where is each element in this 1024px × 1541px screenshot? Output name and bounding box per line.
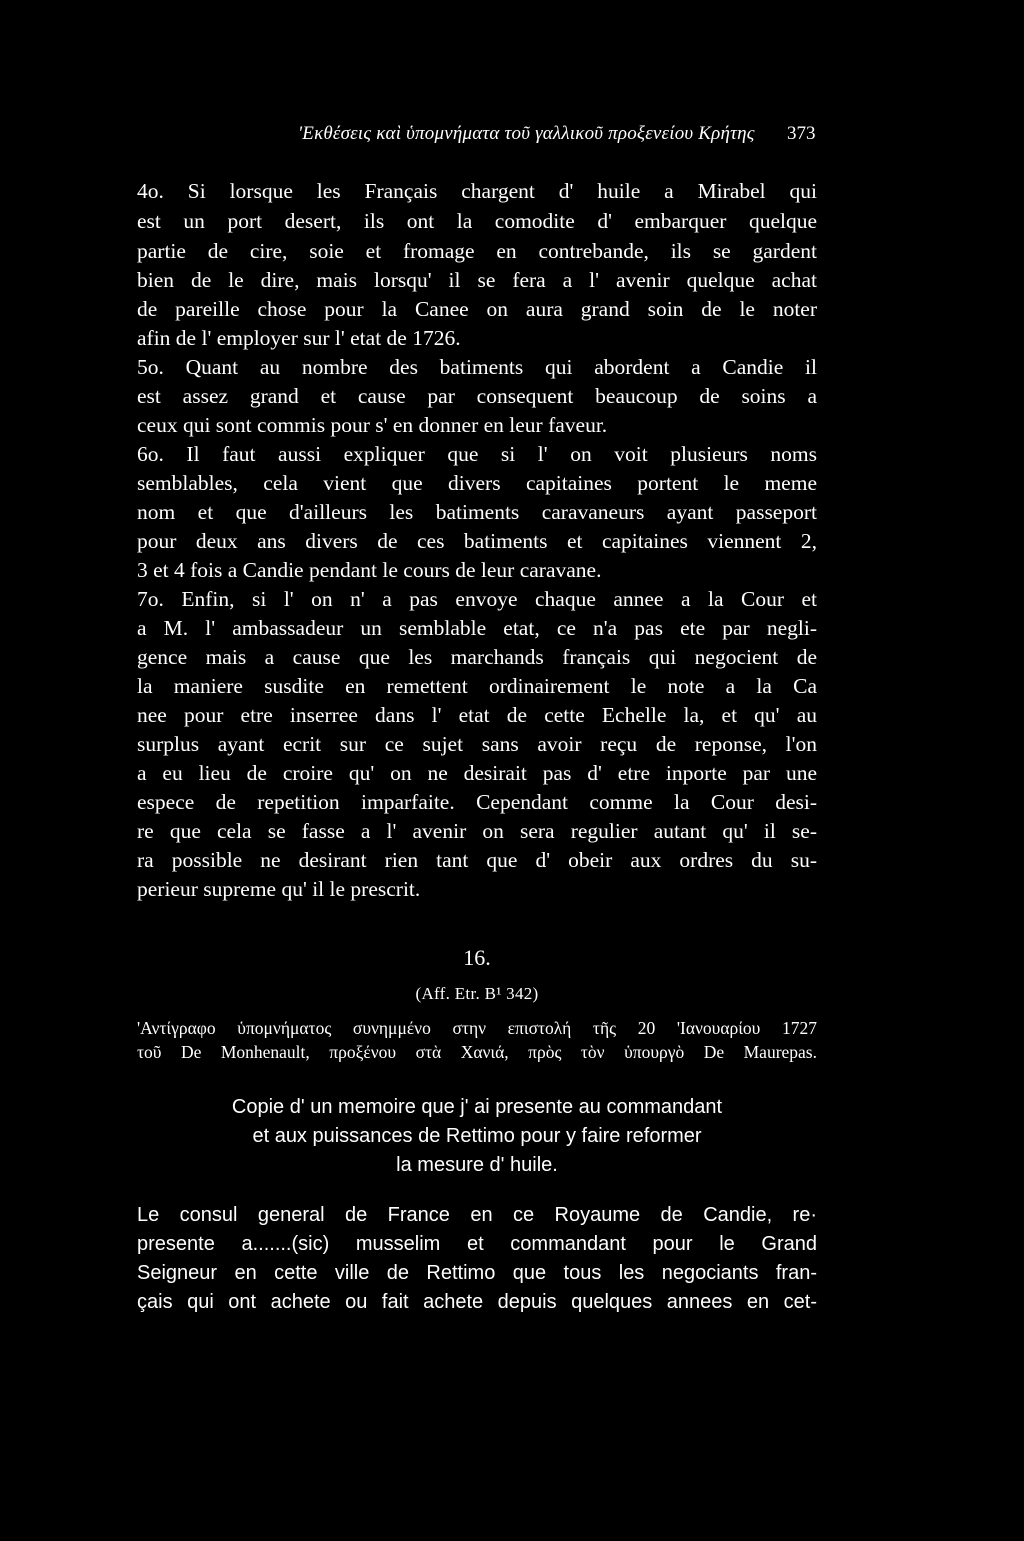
body-line: nom et que d'ailleurs les batiments caravaneurs ayant passeport <box>137 500 817 524</box>
title-line: la mesure d' huile. <box>396 1154 558 1176</box>
body-line: presente a.......(sic) musselim et commandant pour le Grand <box>137 1233 817 1255</box>
body-line: surplus ayant ecrit sur ce sujet sans avoir reçu de reponse, l'on <box>137 732 817 756</box>
body-line: nee pour etre inserree dans l' etat de cette Echelle la, et qu' au <box>137 703 817 727</box>
body-line: a eu lieu de croire qu' on ne desirait pas d' etre inporte par une <box>137 761 817 785</box>
body-line: semblables, cela vient que divers capitaines portent le meme <box>137 471 817 495</box>
body-line: 6o. Il faut aussi expliquer que si l' on voit plusieurs noms <box>137 442 817 466</box>
body-line: de pareille chose pour la Canee on aura grand soin de le noter <box>137 297 817 321</box>
body-line: partie de cire, soie et fromage en contrebande, ils se gardent <box>137 239 817 263</box>
body-line: afin de l' employer sur l' etat de 1726. <box>137 326 461 350</box>
body-line: Le consul general de France en ce Royaume de Candie, re· <box>137 1204 817 1226</box>
body-line: 7o. Enfin, si l' on n' a pas envoye chaque annee a la Cour et <box>137 587 817 611</box>
title-line: et aux puissances de Rettimo pour y faire reformer <box>252 1125 702 1147</box>
body-line: perieur supreme qu' il le prescrit. <box>137 877 421 901</box>
body-line: la maniere susdite en remettent ordinairement le note a la Ca <box>137 674 817 698</box>
document-number: 16. <box>463 945 491 970</box>
body-line: 4o. Si lorsque les Français chargent d' huile a Mirabel qui <box>137 179 817 203</box>
body-line: bien de le dire, mais lorsqu' il se fera a l' avenir quelque achat <box>137 268 817 292</box>
running-header: 'Εκθέσεις καὶ ὑπομνήματα τοῦ γαλλικοῦ προξενείου Κρήτης <box>298 123 755 144</box>
body-line: çais qui ont achete ou fait achete depuis quelques annees en cet- <box>137 1291 817 1313</box>
body-line: espece de repetition imparfaite. Cependant comme la Cour desi- <box>137 790 817 814</box>
body-line: 5o. Quant au nombre des batiments qui abordent a Candie il <box>137 355 817 379</box>
body-line: re que cela se fasse a l' avenir on sera regulier autant qu' il se- <box>137 819 817 843</box>
body-line: gence mais a cause que les marchands français qui negocient de <box>137 645 817 669</box>
body-line: pour deux ans divers de ces batiments et capitaines viennent 2, <box>137 529 817 553</box>
archive-source: (Aff. Etr. B¹ 342) <box>415 984 539 1003</box>
title-line: Copie d' un memoire que j' ai presente au commandant <box>231 1096 723 1118</box>
caption-line: 'Αντίγραφο ὑπομνήματος συνημμένο στην επιστολή τῆς 20 'Ιανουαρίου 1727 <box>137 1018 817 1038</box>
page-number: 373 <box>787 123 816 144</box>
caption-line: τοῦ De Monhenault, προξένου στὰ Χανιά, πρὸς τὸν ὑπουργὸ De Maurepas. <box>137 1042 817 1062</box>
body-line: ra possible ne desirant rien tant que d' obeir aux ordres du su- <box>137 848 817 872</box>
body-line: 3 et 4 fois a Candie pendant le cours de leur caravane. <box>137 558 602 582</box>
body-line: est assez grand et cause par consequent beaucoup de soins a <box>137 384 817 408</box>
body-line: est un port desert, ils ont la comodite d' embarquer quelque <box>137 209 817 233</box>
body-line: Seigneur en cette ville de Rettimo que tous les negociants fran- <box>137 1262 817 1284</box>
body-line: ceux qui sont commis pour s' en donner en leur faveur. <box>137 413 608 437</box>
body-line: a M. l' ambassadeur un semblable etat, ce n'a pas ete par negli- <box>137 616 817 640</box>
